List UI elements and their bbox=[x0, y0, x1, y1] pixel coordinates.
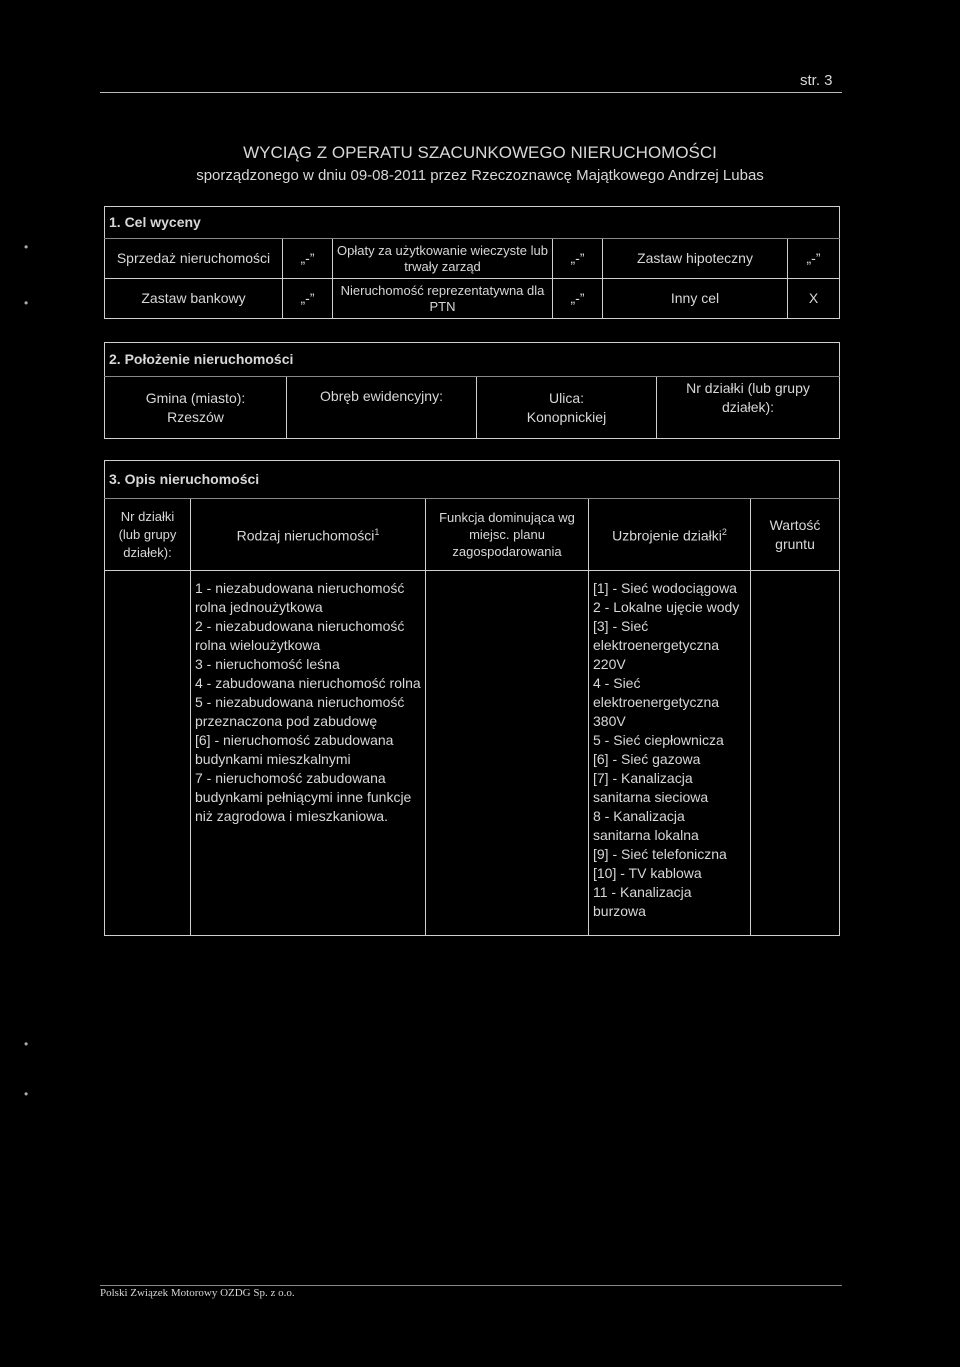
rodzaj-footnote-mark: 1 bbox=[374, 527, 380, 538]
gmina-label: Gmina (miasto): bbox=[145, 389, 246, 406]
uzbrojenie-list bbox=[589, 571, 751, 936]
footer-rule bbox=[100, 1285, 842, 1286]
section-property-description bbox=[104, 460, 840, 936]
purpose-mark: „-” bbox=[553, 279, 603, 319]
ulica-cell bbox=[477, 377, 657, 439]
purpose-mark: „-” bbox=[283, 279, 333, 319]
rodzaj-item: 1 - niezabudowana nieruchomość rolna jednoużytkowa bbox=[195, 580, 405, 615]
document-subtitle: sporządzonego w dniu 09-08-2011 przez Rzeczoznawcę Majątkowego Andrzej Lubas bbox=[196, 167, 764, 184]
purpose-label: Sprzedaż nieruchomości bbox=[105, 239, 283, 279]
col-header-rodzaj bbox=[191, 499, 426, 571]
purpose-label: Zastaw hipoteczny bbox=[603, 239, 788, 279]
gmina-value: Rzeszów bbox=[167, 408, 224, 425]
rodzaj-list bbox=[191, 571, 426, 936]
margin-dot: • bbox=[24, 240, 29, 254]
uzbrojenie-item: [9] - Sieć telefoniczna bbox=[593, 846, 727, 862]
rodzaj-item: [6] - nieruchomość zabudowana budynkami mieszkalnymi bbox=[195, 732, 394, 767]
funkcja-cell bbox=[426, 571, 589, 936]
uzbrojenie-item: 2 - Lokalne ujęcie wody bbox=[593, 599, 740, 615]
uzbrojenie-footnote-mark: 2 bbox=[721, 527, 727, 538]
section-3-title: 3. Opis nieruchomości bbox=[105, 461, 840, 499]
header-rule bbox=[100, 92, 842, 93]
uzbrojenie-item: [7] - Kanalizacja sanitarna sieciowa bbox=[593, 770, 709, 805]
section-1-title: 1. Cel wyceny bbox=[105, 207, 840, 239]
ulica-value: Konopnickiej bbox=[526, 408, 607, 425]
uzbrojenie-item: [6] - Sieć gazowa bbox=[593, 751, 701, 767]
rodzaj-item: 3 - nieruchomość leśna bbox=[195, 656, 340, 672]
section-location bbox=[104, 342, 840, 439]
uzbrojenie-item: [3] - Sieć elektroenergetyczna 220V bbox=[593, 618, 720, 672]
uzbrojenie-item: 11 - Kanalizacja burzowa bbox=[593, 884, 692, 919]
margin-dot: • bbox=[24, 1037, 29, 1051]
uzbrojenie-item: [1] - Sieć wodociągowa bbox=[593, 580, 737, 596]
margin-dot: • bbox=[24, 296, 29, 310]
purpose-mark: X bbox=[788, 279, 840, 319]
gmina-cell bbox=[105, 377, 287, 439]
purpose-label: Zastaw bankowy bbox=[105, 279, 283, 319]
uzbrojenie-item: 8 - Kanalizacja sanitarna lokalna bbox=[593, 808, 699, 843]
purpose-mark: „-” bbox=[788, 239, 840, 279]
nr-dzialki-cell bbox=[105, 571, 191, 936]
document-title: WYCIĄG Z OPERATU SZACUNKOWEGO NIERUCHOMOŚCI bbox=[243, 143, 717, 162]
col-header-nr-dzialki: Nr działki (lub grupy działek): bbox=[105, 499, 191, 571]
obreb-cell bbox=[287, 377, 477, 439]
page-number: str. 3 bbox=[800, 72, 833, 89]
uzbrojenie-header-text: Uzbrojenie działki bbox=[612, 527, 722, 544]
uzbrojenie-item: 4 - Sieć elektroenergetyczna 380V bbox=[593, 675, 720, 729]
dzialki-cell bbox=[657, 377, 840, 439]
section-2-title: 2. Położenie nieruchomości bbox=[105, 343, 840, 377]
col-header-uzbrojenie bbox=[589, 499, 751, 571]
purpose-label: Inny cel bbox=[603, 279, 788, 319]
rodzaj-item: 7 - nieruchomość zabudowana budynkami pełniącymi inne funkcje niż zagrodowa i mieszkaniowa. bbox=[195, 770, 412, 824]
rodzaj-header-text: Rodzaj nieruchomości bbox=[236, 527, 375, 544]
ulica-label: Ulica: bbox=[548, 389, 584, 406]
obreb-label: Obręb ewidencyjny: bbox=[320, 388, 443, 404]
purpose-label: Nieruchomość reprezentatywna dla PTN bbox=[333, 279, 553, 319]
rodzaj-item: 4 - zabudowana nieruchomość rolna bbox=[195, 675, 421, 691]
purpose-label: Opłaty za użytkowanie wieczyste lub trwały zarząd bbox=[333, 239, 553, 279]
uzbrojenie-item: [10] - TV kablowa bbox=[593, 865, 702, 881]
rodzaj-item: 5 - niezabudowana nieruchomość przeznaczona pod zabudowę bbox=[195, 694, 405, 729]
section-valuation-purpose bbox=[104, 206, 840, 319]
dzialki-label: Nr działki (lub grupy działek): bbox=[686, 380, 810, 415]
wartosc-cell bbox=[751, 571, 840, 936]
margin-dot: • bbox=[24, 1087, 29, 1101]
col-header-wartosc: Wartość gruntu bbox=[751, 499, 840, 571]
col-header-funkcja: Funkcja dominująca wg miejsc. planu zagospodarowania bbox=[426, 499, 589, 571]
purpose-mark: „-” bbox=[283, 239, 333, 279]
uzbrojenie-item: 5 - Sieć ciepłownicza bbox=[593, 732, 724, 748]
rodzaj-item: 2 - niezabudowana nieruchomość rolna wieloużytkowa bbox=[195, 618, 405, 653]
footer-company: Polski Związek Motorowy OZDG Sp. z o.o. bbox=[100, 1287, 295, 1299]
purpose-mark: „-” bbox=[553, 239, 603, 279]
